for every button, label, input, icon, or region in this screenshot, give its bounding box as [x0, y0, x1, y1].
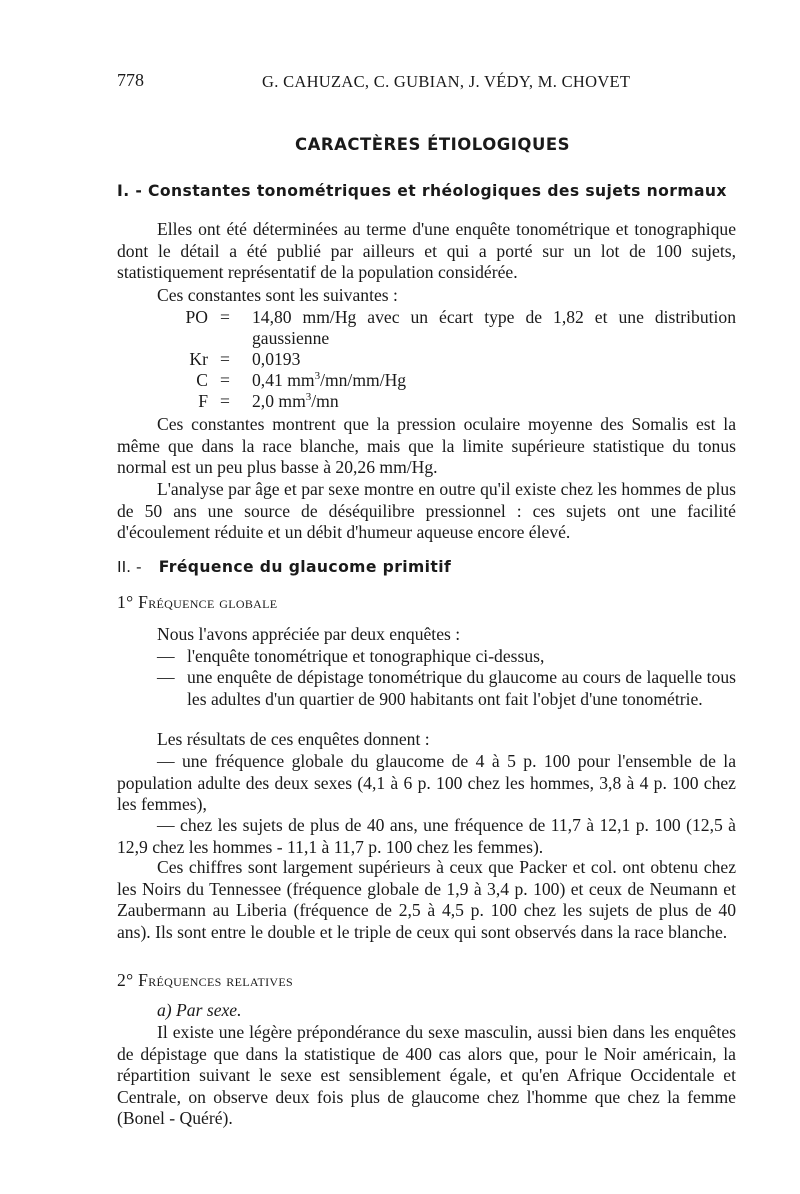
- constant-value-c: [252, 370, 406, 392]
- value-pre: 2,0 mm: [252, 391, 306, 411]
- constant-label-c: C: [196, 370, 208, 390]
- part1-heading: I. - Constantes tonométriques et rhéologiques des sujets normaux: [117, 182, 727, 200]
- sub1-intro: Nous l'avons appréciée par deux enquêtes :: [157, 624, 461, 644]
- constant-value-f: [252, 391, 339, 413]
- section-title: CARACTÈRES ÉTIOLOGIQUES: [295, 135, 571, 154]
- part2-heading-num: II. -: [117, 558, 142, 576]
- superscript: 3: [314, 370, 321, 383]
- subsection-2-title: 2° Fréquences relatives: [117, 970, 293, 990]
- value-post: /mn/mm/Hg: [320, 370, 407, 390]
- equals-sign: =: [220, 307, 230, 327]
- sub1-item-2: une enquête de dépistage tonométrique du glaucome au cours de laquelle tous les adultes d'un quartier de 900 habitants ont fait l'objet d'une tonométrie.: [187, 667, 736, 709]
- constant-label-f: F: [198, 391, 208, 411]
- part1-para3: L'analyse par âge et par sexe montre en outre qu'il existe chez les hommes de plus de 50 ans une source de déséquilibre pressionnel : ces sujets ont une facilité d'écoulement réduite et un débit d'humeur aqueuse encore élevé.: [117, 479, 736, 542]
- part2-heading-text: Fréquence du glaucome primitif: [158, 558, 452, 576]
- dash-bullet: —: [157, 646, 175, 666]
- equals-sign: =: [220, 391, 230, 411]
- running-title: G. CAHUZAC, C. GUBIAN, J. VÉDY, M. CHOVET: [262, 72, 631, 91]
- equals-sign: =: [220, 349, 230, 369]
- part1-para1: Elles ont été déterminées au terme d'une enquête tonométrique et tonographique dont le détail a été publié par ailleurs et qui a porté sur un lot de 100 sujets, statistiquement représentatif de la population considérée.: [117, 219, 736, 282]
- equals-sign: =: [220, 370, 230, 390]
- constant-value-po-cont: gaussienne: [252, 328, 330, 348]
- subsection-1-title: 1° Fréquence globale: [117, 592, 278, 612]
- value-post: /mn: [311, 391, 339, 411]
- para-compare: Ces chiffres sont largement supérieurs à ceux que Packer et col. ont obtenu chez les Noirs du Tennessee (fréquence globale de 1,9 à 3,4 p. 100) et ceux de Neumann et Zaubermann au Liberia (fréquence de 2,5 à 4,5 p. 100 chez les sujets de plus de 40 ans). Ils sont entre le double et le triple de ceux qui sont observés dans la race blanche.: [117, 857, 736, 942]
- results-intro: Les résultats de ces enquêtes donnent :: [157, 729, 430, 749]
- part2-heading: [117, 557, 451, 576]
- dash-bullet: —: [157, 667, 175, 687]
- value-pre: 0,41 mm: [252, 370, 315, 390]
- constant-value-po: 14,80 mm/Hg avec un écart type de 1,82 et une distribution: [252, 307, 736, 327]
- part1-intro: Ces constantes sont les suivantes :: [157, 285, 398, 305]
- page-number: 778: [117, 70, 144, 90]
- sub1-item-1: l'enquête tonométrique et tonographique ci-dessus,: [187, 646, 545, 666]
- part1-para2: Ces constantes montrent que la pression oculaire moyenne des Somalis est la même que dans la race blanche, mais que la limite supérieure statistique du tonus normal est un peu plus basse à 20,26 mm/Hg.: [117, 414, 736, 477]
- para-sex: Il existe une légère prépondérance du sexe masculin, aussi bien dans les enquêtes de dépistage que dans la statistique de 400 cas alors que, pour le Noir américain, la répartition suivant le sexe est sensiblement égale, et qu'en Afrique Occidentale et Centrale, on observe deux fois plus de glaucome chez l'homme que chez la femme (Bonel - Quéré).: [117, 1022, 736, 1128]
- constant-label-kr: Kr: [189, 349, 208, 369]
- superscript: 3: [305, 391, 312, 404]
- result-2: — chez les sujets de plus de 40 ans, une fréquence de 11,7 à 12,1 p. 100 (12,5 à 12,9 chez les hommes - 11,1 à 11,7 p. 100 chez les femmes).: [117, 815, 736, 857]
- result-1: — une fréquence globale du glaucome de 4 à 5 p. 100 pour l'ensemble de la population adulte des deux sexes (4,1 à 6 p. 100 chez les hommes, 3,8 à 4 p. 100 chez les femmes),: [117, 751, 736, 814]
- constant-label-po: PO: [185, 307, 208, 327]
- subsection-2a-title: a) Par sexe.: [157, 1000, 242, 1020]
- constant-value-kr: 0,0193: [252, 349, 301, 369]
